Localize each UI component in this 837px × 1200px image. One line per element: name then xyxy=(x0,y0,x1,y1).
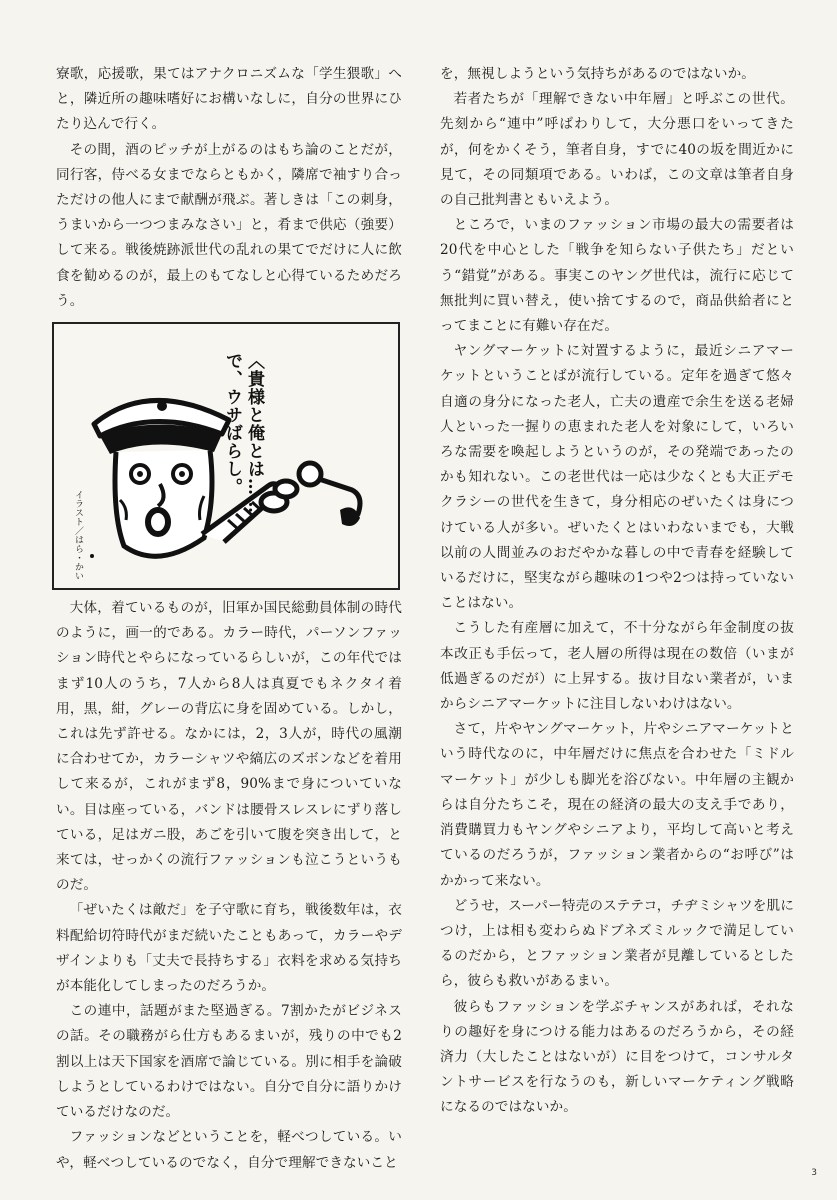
paragraph: こうした有産層に加えて，不十分ながら年金制度の抜本改正も手伝って，老人層の所得は現在の数倍（いまが低過ぎるのだが）に上昇する。抜け目ない業者が，いまからシニアマーケットに注目しないわけはない。 xyxy=(440,620,794,713)
illustrator-credit: イラスト／はら・かい xyxy=(73,490,83,581)
paragraph: ところで，いまのファッション市場の最大の需要者は20代を中心とした「戦争を知らない子供たち」だという“錯覚”がある。事実このヤング世代は，流行に応じて無批判に買い替え，使い捨てするので，商品供給者にとってまことに有難い存在だ。 xyxy=(440,217,794,335)
paragraph: 寮歌，応援歌，果てはアナクロニズムな「学生猥歌」へと，隣近所の趣味嗜好にお構いなしに，自分の世界にひたり込んで行く。 xyxy=(56,66,402,133)
paragraph: この連中，話題がまた堅過ぎる。7割かたがビジネスの話。その職務がら仕方もあるまいが，残りの中でも2割以上は天下国家を酒席で論じている。別に相手を論破しようとしているわけではない。自分で自分に語りかけているだけなのだ。 xyxy=(56,1003,402,1121)
page-number: 3 xyxy=(811,1168,817,1178)
paragraph: ヤングマーケットに対置するように，最近シニアマーケットということばが流行している。定年を過ぎて悠々自適の身分になった老人，亡夫の遺産で余生を送る老婦人といった一握りの恵まれた老人を対象にして，いろいろな需要を喚起しようというのが，その発端であったのかも知れない。この老世代は一応は少なくとも大正デモクラシーの世代を生きて，身分相応のぜいたくは身につけている人が多い。ぜいたくとはいわないまでも，大戦以前の人間並みのおだやかな暮しの中で青春を経験しているだけに，堅実ながら趣味の1つや2つは持っていないことはない。 xyxy=(440,343,794,612)
paragraph: 彼らもファッションを学ぶチャンスがあれば，それなりの趣好を身につける能力はあるのだろうから，その経済力（大したことはないが）に目をつけて，コンサルタントサービスを行なうのも，新しいマーケティング戦略になるのではないか。 xyxy=(440,998,794,1116)
right-column xyxy=(440,62,794,1121)
paragraph: 大体，着ているものが，旧軍か国民総動員体制の時代のように，画一的である。カラー時代，パーソンファッション時代とやらになっているらしいが，この年代ではまず10人のうち，7人から8人は真夏でもネクタイ着用，黒，紺，グレーの背広に身を固めている。しかし，これは先ず許せる。なかには，2，3人が，時代の風潮に合わせてか，カラーシャツや縞広のズボンなどを着用して来るが，これがまず8，90%まで身についていない。目は座っている，バンドは腰骨スレスレにずり落している，足はガニ股，あごを引いて腹を突き出して，と来ては，せっかくの流行ファッションも泣こうというものだ。 xyxy=(56,600,402,894)
cartoon-caption-line-2: で、ウサばらし。 xyxy=(222,352,242,497)
cartoon-caption-line-1: 〈貴様と俺とは…… xyxy=(244,352,264,515)
paragraph: その間，酒のピッチが上がるのはもち論のことだが，同行客，侍べる女までならともかく，隣席で袖すり合っただけの他人にまで献酬が飛ぶ。著しきは「この刺身，うまいから一つつまみなさい」と，肴まで供応（強要）して来る。戦後焼跡派世代の乱れの果てでだけに人に飲食を勧めるのが，最上のもてなしと心得ているためだろう。 xyxy=(56,141,402,309)
left-column xyxy=(56,62,402,1176)
cartoon-illustration xyxy=(52,322,400,590)
paragraph: 「ぜいたくは敵だ」を子守歌に育ち，戦後数年は，衣料配給切符時代がまだ続いたこともあって，カラーやデザインよりも「丈夫で長持ちする」衣料を求める気持ちが本能化してしまったのだろうか。 xyxy=(56,902,402,995)
paragraph: 若者たちが「理解できない中年層」と呼ぶこの世代。先刻から“連中”呼ばわりして，大分悪口をいってきたが，何をかくそう，筆者自身，すでに40の坂を間近かに見て，その同類項である。いわば，この文章は筆者自身の自己批判書ともいえよう。 xyxy=(440,91,794,209)
paragraph: ファッションなどということを，軽べつしている。いや，軽べつしているのでなく，自分で理解できないこと xyxy=(56,1129,402,1171)
paragraph: さて，片やヤングマーケット，片やシニアマーケットという時代なのに，中年層だけに焦点を合わせた「ミドルマーケット」が少しも脚光を浴びない。中年層の主観からは自分たちこそ，現在の経済の最大の支え手であり，消費購買力もヤングやシニアより，平均して高いと考えているのだろうが，ファッション業者からの“お呼び”はかかって来ない。 xyxy=(440,721,794,889)
paragraph: を，無視しようという気持ちがあるのではないか。 xyxy=(440,66,755,82)
paragraph: どうせ，スーパー特売のステテコ，チヂミシャツを肌につけ，上は相も変わらぬドブネズミルックで満足しているのだから，とファッション業者が見離しているとしたら，彼らも救いがあるまい。 xyxy=(440,897,794,990)
